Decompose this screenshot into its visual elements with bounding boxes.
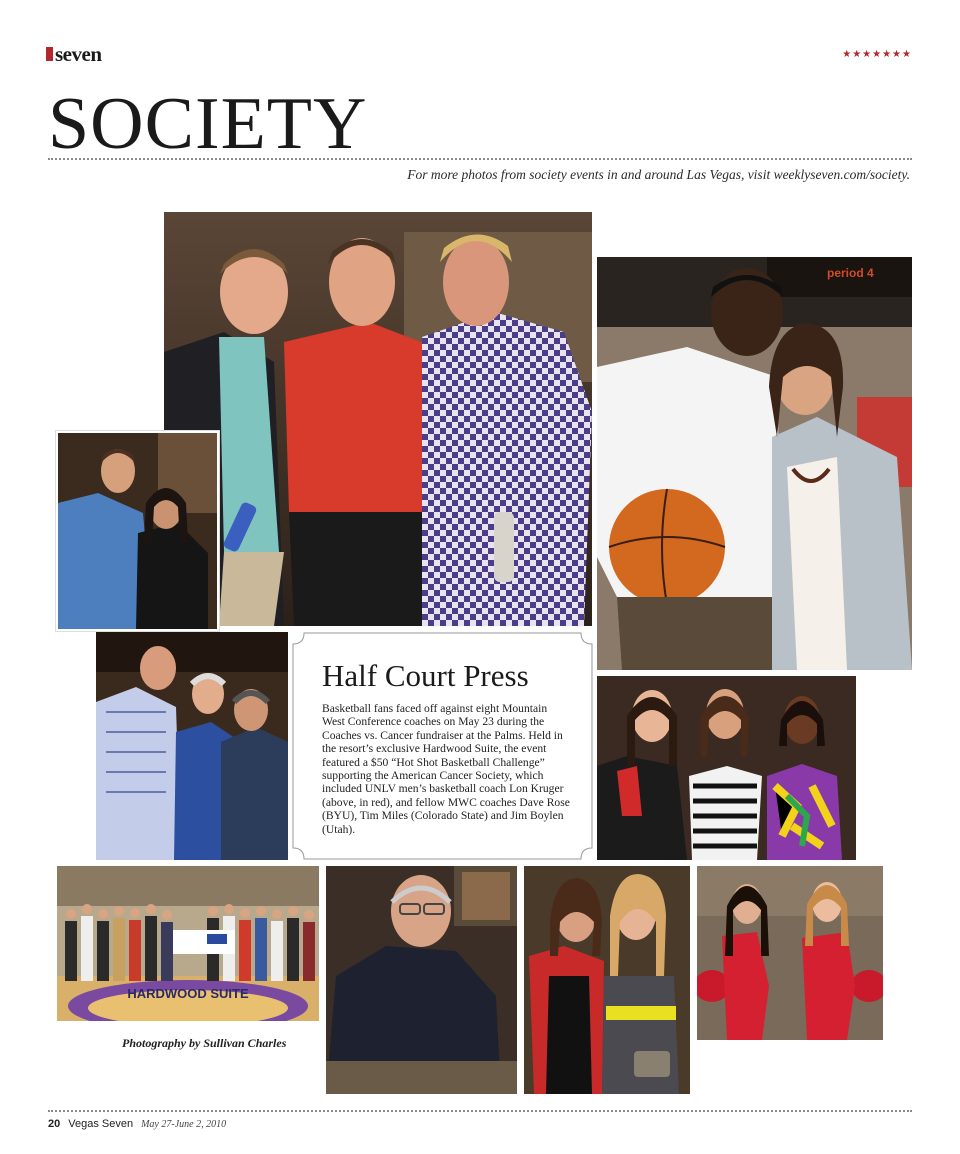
photo-couple-left xyxy=(56,431,219,631)
rating-stars: ★★★★★★★ xyxy=(842,49,912,60)
footer-divider xyxy=(48,1110,912,1112)
logo-bar xyxy=(46,47,53,61)
photo-group-hardwood-suite xyxy=(57,866,319,1021)
article-headline: Half Court Press xyxy=(322,658,529,693)
photo-basketball-couple xyxy=(597,257,912,670)
photo-three-older-men xyxy=(96,632,288,860)
issue-date: May 27-June 2, 2010 xyxy=(141,1119,227,1130)
header-divider xyxy=(48,158,912,160)
photo-seated-man xyxy=(326,866,517,1094)
page-title: SOCIETY xyxy=(48,83,368,165)
logo-text: seven xyxy=(55,42,102,66)
photo-three-men xyxy=(164,212,592,626)
article-body: Basketball fans faced off against eight Mountain West Conference coaches on May 23 during the Coaches vs. Cancer fundraiser at the Palms. Held in the resort’s exclusive Hardwood Suite, the event featured a $50 “Hot Shot Basketball Challenge” supporting the American Cancer Society, which included UNLV men’s basketball coach Lon Kruger (above, in red), and fellow MWC coaches Dave Rose (BYU), Tim Miles (Colorado State) and Jim Boylen (Utah). xyxy=(322,702,570,836)
photo-three-women xyxy=(597,676,856,860)
page-footer xyxy=(48,1118,226,1130)
photo-two-women xyxy=(524,866,690,1094)
banner-text: HARDWOOD SUITE xyxy=(127,986,249,1001)
scoreboard-text: period 4 xyxy=(827,266,874,280)
masthead-logo xyxy=(46,44,102,64)
page-subtitle: For more photos from society events in and around Las Vegas, visit weeklyseven.com/society. xyxy=(407,167,910,182)
photo-dancers-red xyxy=(697,866,883,1040)
magazine-name: Vegas Seven xyxy=(68,1118,134,1130)
photo-credit: Photography by Sullivan Charles xyxy=(122,1036,287,1050)
page-number: 20 xyxy=(48,1118,61,1130)
article-box xyxy=(292,632,593,860)
